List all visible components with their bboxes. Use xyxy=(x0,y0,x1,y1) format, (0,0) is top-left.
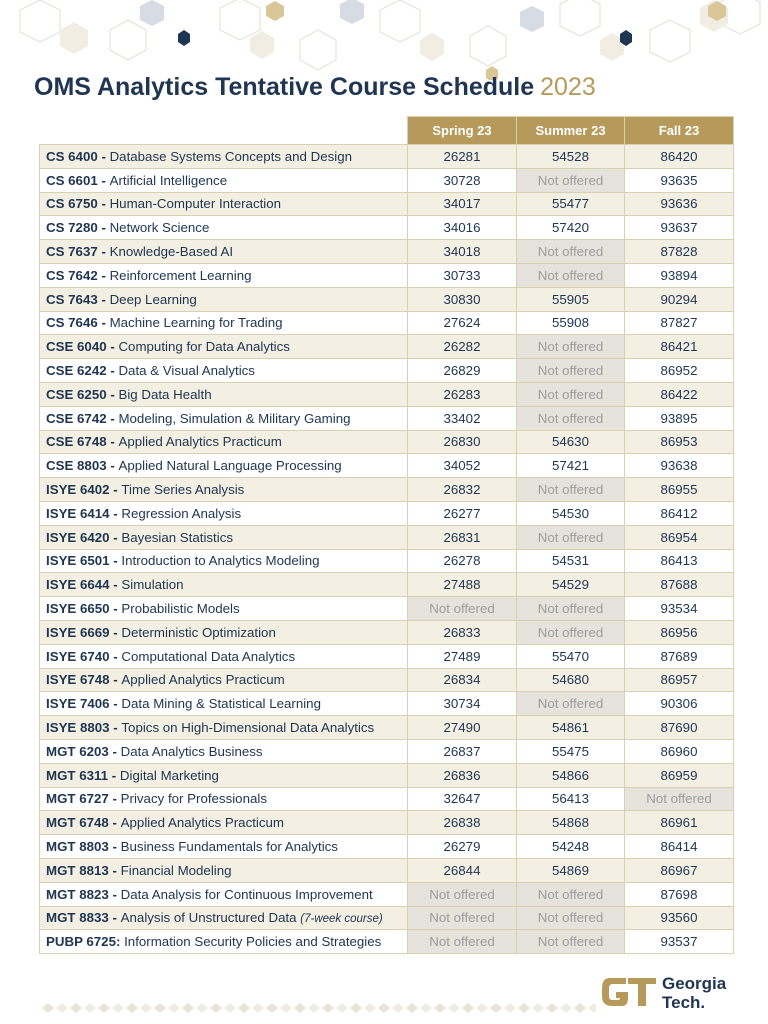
fall-crn-cell: 90306 xyxy=(625,692,734,716)
course-note: (7-week course) xyxy=(300,913,383,926)
table-row xyxy=(40,501,734,525)
spring-crn-cell: Not offered xyxy=(408,906,517,930)
table-row xyxy=(40,263,734,287)
course-code: CS 6601 xyxy=(46,172,98,188)
table-row xyxy=(40,858,734,882)
fall-crn-cell: 86422 xyxy=(625,382,734,406)
course-separator: - xyxy=(97,291,110,307)
summer-crn-cell: 54680 xyxy=(517,668,625,692)
course-separator: - xyxy=(106,339,119,355)
course-code: CSE 8803 xyxy=(46,458,107,474)
fall-crn-cell: 86421 xyxy=(625,335,734,359)
course-name: Topics on High-Dimensional Data Analytics xyxy=(121,720,375,736)
summer-crn-cell: 54866 xyxy=(517,763,625,787)
course-name: Business Fundamentals for Analytics xyxy=(120,839,338,854)
course-code: PUBP 6725 xyxy=(46,934,116,950)
course-code: ISYE 6644 xyxy=(46,577,110,593)
course-cell xyxy=(40,811,408,835)
table-row xyxy=(40,811,734,835)
table-row xyxy=(40,620,734,644)
summer-crn-cell: Not offered xyxy=(517,620,625,644)
course-code: CS 7637 xyxy=(46,244,98,260)
summer-crn-cell: Not offered xyxy=(517,525,625,549)
table-row xyxy=(40,430,734,454)
summer-crn-cell: Not offered xyxy=(517,335,625,359)
table-row xyxy=(40,168,734,192)
course-code: MGT 6727 xyxy=(46,791,109,807)
course-code: CS 6750 xyxy=(46,196,98,212)
course-separator: - xyxy=(97,172,110,188)
fall-crn-cell: 86967 xyxy=(625,858,734,882)
course-name: Applied Analytics Practicum xyxy=(121,672,285,688)
fall-crn-cell: 86412 xyxy=(625,501,734,525)
summer-crn-cell: Not offered xyxy=(517,930,625,954)
spring-crn-cell: 30830 xyxy=(408,287,517,311)
fall-crn-cell: 86960 xyxy=(625,739,734,763)
spring-crn-cell: 26838 xyxy=(408,811,517,835)
spring-crn-cell: 26281 xyxy=(408,145,517,169)
course-separator: - xyxy=(109,553,122,569)
fall-crn-cell: 86952 xyxy=(625,359,734,383)
summer-crn-cell: 54529 xyxy=(517,573,625,597)
summer-crn-cell: 55908 xyxy=(517,311,625,335)
course-separator: - xyxy=(97,148,110,164)
summer-crn-cell: Not offered xyxy=(517,692,625,716)
course-separator: - xyxy=(109,720,122,736)
spring-crn-cell: 26832 xyxy=(408,478,517,502)
fall-crn-cell: 87827 xyxy=(625,311,734,335)
course-code: CS 7280 xyxy=(46,220,98,236)
summer-crn-cell: 55475 xyxy=(517,739,625,763)
course-code: MGT 8823 xyxy=(46,886,109,902)
spring-crn-cell: 26837 xyxy=(408,739,517,763)
summer-crn-cell: Not offered xyxy=(517,382,625,406)
course-separator: - xyxy=(97,196,110,212)
course-code: MGT 6748 xyxy=(46,815,109,831)
course-cell xyxy=(40,930,408,954)
course-separator: - xyxy=(109,624,122,640)
course-separator: - xyxy=(108,791,121,807)
course-name: Privacy for Professionals xyxy=(120,791,267,807)
course-cell xyxy=(40,240,408,264)
course-cell xyxy=(40,478,408,502)
course-cell xyxy=(40,263,408,287)
course-code: CSE 6242 xyxy=(46,363,107,379)
spring-crn-cell: 26829 xyxy=(408,359,517,383)
fall-crn-cell: 86420 xyxy=(625,145,734,169)
course-separator: - xyxy=(97,220,110,236)
course-separator: - xyxy=(108,743,121,759)
spring-crn-cell: 30733 xyxy=(408,263,517,287)
course-code: MGT 8813 xyxy=(46,862,109,878)
summer-crn-cell: Not offered xyxy=(517,597,625,621)
course-name: Applied Analytics Practicum xyxy=(118,434,282,450)
course-code: ISYE 6414 xyxy=(46,505,110,521)
summer-crn-cell: 54861 xyxy=(517,716,625,740)
course-code: ISYE 6501 xyxy=(46,553,110,569)
course-schedule-table xyxy=(39,116,734,954)
summer-crn-cell: Not offered xyxy=(517,478,625,502)
course-name: Artificial Intelligence xyxy=(109,172,228,188)
spring-crn-cell: 27490 xyxy=(408,716,517,740)
spring-crn-cell: Not offered xyxy=(408,597,517,621)
table-row xyxy=(40,644,734,668)
course-separator: - xyxy=(106,410,119,426)
course-separator: - xyxy=(109,648,122,664)
fall-crn-cell: 86953 xyxy=(625,430,734,454)
course-cell xyxy=(40,501,408,525)
table-row xyxy=(40,192,734,216)
summer-crn-cell: 54869 xyxy=(517,858,625,882)
course-name: Data Analysis for Continuous Improvement xyxy=(120,886,373,902)
course-code: ISYE 8803 xyxy=(46,720,110,736)
course-name: Data & Visual Analytics xyxy=(118,363,255,379)
spring-crn-cell: 26283 xyxy=(408,382,517,406)
course-cell xyxy=(40,906,408,930)
course-separator: - xyxy=(106,386,119,402)
table-row xyxy=(40,739,734,763)
fall-crn-cell: 86956 xyxy=(625,620,734,644)
spring-crn-cell: 26277 xyxy=(408,501,517,525)
course-cell xyxy=(40,668,408,692)
summer-crn-cell: 57421 xyxy=(517,454,625,478)
table-row xyxy=(40,145,734,169)
course-cell xyxy=(40,882,408,906)
course-name: Computing for Data Analytics xyxy=(118,339,290,355)
course-cell xyxy=(40,858,408,882)
header-spring: Spring 23 xyxy=(408,117,517,145)
fall-crn-cell: 93534 xyxy=(625,597,734,621)
spring-crn-cell: 26282 xyxy=(408,335,517,359)
course-cell xyxy=(40,216,408,240)
fall-crn-cell: 86413 xyxy=(625,549,734,573)
course-name: Analysis of Unstructured Data xyxy=(120,910,297,926)
course-separator: - xyxy=(109,482,122,498)
course-code: MGT 8833 xyxy=(46,910,109,926)
spring-crn-cell: 26278 xyxy=(408,549,517,573)
spring-crn-cell: 27488 xyxy=(408,573,517,597)
course-cell xyxy=(40,311,408,335)
fall-crn-cell: 93635 xyxy=(625,168,734,192)
fall-crn-cell: 93560 xyxy=(625,906,734,930)
course-name: Database Systems Concepts and Design xyxy=(109,148,353,164)
diamond-pattern-footer xyxy=(36,999,596,1017)
course-code: CS 7646 xyxy=(46,315,98,331)
course-cell xyxy=(40,787,408,811)
table-row xyxy=(40,311,734,335)
summer-crn-cell: 54868 xyxy=(517,811,625,835)
course-cell xyxy=(40,168,408,192)
course-name: Data Mining & Statistical Learning xyxy=(121,696,321,712)
fall-crn-cell: 93636 xyxy=(625,192,734,216)
summer-crn-cell: 54528 xyxy=(517,145,625,169)
spring-crn-cell: 34052 xyxy=(408,454,517,478)
logo-text xyxy=(662,974,726,1012)
course-cell xyxy=(40,287,408,311)
course-code: MGT 6203 xyxy=(46,743,109,759)
fall-crn-cell: 93895 xyxy=(625,406,734,430)
spring-crn-cell: 30728 xyxy=(408,168,517,192)
course-code: CSE 6040 xyxy=(46,339,107,355)
header-fall: Fall 23 xyxy=(625,117,734,145)
course-separator: - xyxy=(106,434,119,450)
summer-crn-cell: 56413 xyxy=(517,787,625,811)
table-row xyxy=(40,882,734,906)
fall-crn-cell: 90294 xyxy=(625,287,734,311)
spring-crn-cell: 33402 xyxy=(408,406,517,430)
course-separator: - xyxy=(109,696,122,712)
course-separator: - xyxy=(97,315,110,331)
course-separator: - xyxy=(108,886,121,902)
summer-crn-cell: 54630 xyxy=(517,430,625,454)
summer-crn-cell: Not offered xyxy=(517,906,625,930)
course-code: ISYE 6740 xyxy=(46,648,110,664)
georgia-tech-logo xyxy=(600,972,740,1016)
course-code: ISYE 6420 xyxy=(46,529,110,545)
course-name: Reinforcement Learning xyxy=(109,267,252,283)
table-row xyxy=(40,763,734,787)
course-name: Time Series Analysis xyxy=(121,482,245,498)
course-cell xyxy=(40,454,408,478)
table-row xyxy=(40,668,734,692)
spring-crn-cell: 34017 xyxy=(408,192,517,216)
table-body xyxy=(40,145,734,954)
course-cell xyxy=(40,525,408,549)
table-row xyxy=(40,573,734,597)
fall-crn-cell: 86959 xyxy=(625,763,734,787)
course-name: Applied Analytics Practicum xyxy=(120,815,284,831)
summer-crn-cell: Not offered xyxy=(517,359,625,383)
table-header-row xyxy=(40,117,734,145)
course-cell xyxy=(40,573,408,597)
course-name: Probabilistic Models xyxy=(121,601,240,617)
course-separator: - xyxy=(109,505,122,521)
course-name: Digital Marketing xyxy=(119,767,219,783)
course-name: Knowledge-Based AI xyxy=(109,244,234,260)
course-separator: - xyxy=(97,267,110,283)
course-name: Big Data Health xyxy=(118,386,212,402)
table-row xyxy=(40,335,734,359)
logo-line-2: Tech. xyxy=(662,993,706,1012)
table-row xyxy=(40,525,734,549)
table-row xyxy=(40,216,734,240)
course-code: ISYE 6748 xyxy=(46,672,110,688)
course-name: Simulation xyxy=(121,577,184,593)
course-cell xyxy=(40,430,408,454)
course-name: Introduction to Analytics Modeling xyxy=(121,553,320,569)
table-row xyxy=(40,716,734,740)
course-name: Network Science xyxy=(109,220,210,236)
summer-crn-cell: 54531 xyxy=(517,549,625,573)
course-cell xyxy=(40,382,408,406)
course-separator: - xyxy=(108,862,121,878)
fall-crn-cell: 93638 xyxy=(625,454,734,478)
summer-crn-cell: 55470 xyxy=(517,644,625,668)
fall-crn-cell: 87690 xyxy=(625,716,734,740)
course-separator: - xyxy=(109,672,122,688)
course-code: CSE 6250 xyxy=(46,386,107,402)
course-name: Regression Analysis xyxy=(121,505,242,521)
course-code: CS 7642 xyxy=(46,267,98,283)
course-separator: - xyxy=(108,910,121,926)
course-cell xyxy=(40,716,408,740)
table-row xyxy=(40,287,734,311)
course-code: ISYE 6669 xyxy=(46,624,110,640)
fall-crn-cell: 87689 xyxy=(625,644,734,668)
spring-crn-cell: 27624 xyxy=(408,311,517,335)
hexagon-pattern-banner xyxy=(0,0,768,80)
summer-crn-cell: Not offered xyxy=(517,882,625,906)
table-row xyxy=(40,930,734,954)
table-row xyxy=(40,692,734,716)
course-name: Applied Natural Language Processing xyxy=(118,458,342,474)
spring-crn-cell: 30734 xyxy=(408,692,517,716)
course-separator: - xyxy=(108,815,121,831)
fall-crn-cell: 86961 xyxy=(625,811,734,835)
course-cell xyxy=(40,763,408,787)
course-code: CSE 6748 xyxy=(46,434,107,450)
spring-crn-cell: 26836 xyxy=(408,763,517,787)
table-row xyxy=(40,478,734,502)
course-separator: : xyxy=(115,934,125,950)
course-name: Financial Modeling xyxy=(120,862,232,878)
summer-crn-cell: Not offered xyxy=(517,240,625,264)
spring-crn-cell: 26830 xyxy=(408,430,517,454)
logo-line-1: Georgia xyxy=(662,974,727,993)
course-cell xyxy=(40,192,408,216)
fall-crn-cell: 87688 xyxy=(625,573,734,597)
title-year: 2023 xyxy=(540,73,596,101)
table-row xyxy=(40,240,734,264)
table-row xyxy=(40,549,734,573)
course-name: Computational Data Analytics xyxy=(121,648,296,664)
course-separator: - xyxy=(109,601,122,617)
summer-crn-cell: 55905 xyxy=(517,287,625,311)
course-cell xyxy=(40,597,408,621)
spring-crn-cell: 26833 xyxy=(408,620,517,644)
summer-crn-cell: Not offered xyxy=(517,168,625,192)
course-cell xyxy=(40,739,408,763)
course-name: Deep Learning xyxy=(109,291,197,307)
fall-crn-cell: 86955 xyxy=(625,478,734,502)
spring-crn-cell: 26279 xyxy=(408,835,517,859)
page-title xyxy=(34,73,596,102)
course-separator: - xyxy=(97,244,110,260)
course-code: CS 6400 xyxy=(46,148,98,164)
table-row xyxy=(40,906,734,930)
course-cell xyxy=(40,835,408,859)
course-cell xyxy=(40,406,408,430)
course-cell xyxy=(40,335,408,359)
table-row xyxy=(40,454,734,478)
course-code: MGT 6311 xyxy=(46,767,109,783)
spring-crn-cell: 34016 xyxy=(408,216,517,240)
summer-crn-cell: 57420 xyxy=(517,216,625,240)
summer-crn-cell: Not offered xyxy=(517,406,625,430)
course-separator: - xyxy=(109,577,122,593)
fall-crn-cell: 93894 xyxy=(625,263,734,287)
spring-crn-cell: Not offered xyxy=(408,882,517,906)
course-cell xyxy=(40,145,408,169)
table-row xyxy=(40,597,734,621)
course-name: Deterministic Optimization xyxy=(121,624,276,640)
summer-crn-cell: 54530 xyxy=(517,501,625,525)
spring-crn-cell: 26834 xyxy=(408,668,517,692)
course-name: Human-Computer Interaction xyxy=(109,196,282,212)
summer-crn-cell: 54248 xyxy=(517,835,625,859)
fall-crn-cell: 87828 xyxy=(625,240,734,264)
course-separator: - xyxy=(106,363,119,379)
course-code: MGT 8803 xyxy=(46,839,109,854)
spring-crn-cell: 32647 xyxy=(408,787,517,811)
fall-crn-cell: 93537 xyxy=(625,930,734,954)
summer-crn-cell: Not offered xyxy=(517,263,625,287)
course-code: ISYE 7406 xyxy=(46,696,110,712)
course-code: CS 7643 xyxy=(46,291,98,307)
course-code: ISYE 6650 xyxy=(46,601,110,617)
spring-crn-cell: 34018 xyxy=(408,240,517,264)
course-name: Modeling, Simulation & Military Gaming xyxy=(118,410,351,426)
course-separator: - xyxy=(109,529,122,545)
fall-crn-cell: 87698 xyxy=(625,882,734,906)
title-text: OMS Analytics Tentative Course Schedule xyxy=(34,73,535,101)
course-code: CSE 6742 xyxy=(46,410,107,426)
fall-crn-cell: 86954 xyxy=(625,525,734,549)
gt-monogram-icon xyxy=(600,974,658,1010)
course-separator: - xyxy=(106,458,119,474)
course-code: ISYE 6402 xyxy=(46,482,110,498)
course-name: Data Analytics Business xyxy=(120,743,263,759)
course-cell xyxy=(40,359,408,383)
spring-crn-cell: 26844 xyxy=(408,858,517,882)
spring-crn-cell: Not offered xyxy=(408,930,517,954)
course-separator: - xyxy=(108,839,121,854)
table-row xyxy=(40,382,734,406)
course-name: Bayesian Statistics xyxy=(121,529,234,545)
course-name: Information Security Policies and Strategies xyxy=(124,934,382,950)
course-name: Machine Learning for Trading xyxy=(109,315,283,331)
spring-crn-cell: 26831 xyxy=(408,525,517,549)
course-cell xyxy=(40,549,408,573)
fall-crn-cell: 93637 xyxy=(625,216,734,240)
table-row xyxy=(40,787,734,811)
table-row xyxy=(40,359,734,383)
fall-crn-cell: 86957 xyxy=(625,668,734,692)
course-separator: - xyxy=(108,767,120,783)
course-cell xyxy=(40,692,408,716)
header-course xyxy=(40,117,408,145)
fall-crn-cell: Not offered xyxy=(625,787,734,811)
fall-crn-cell: 86414 xyxy=(625,835,734,859)
table-row xyxy=(40,406,734,430)
spring-crn-cell: 27489 xyxy=(408,644,517,668)
summer-crn-cell: 55477 xyxy=(517,192,625,216)
course-cell xyxy=(40,620,408,644)
table-row xyxy=(40,835,734,859)
course-cell xyxy=(40,644,408,668)
header-summer: Summer 23 xyxy=(517,117,625,145)
